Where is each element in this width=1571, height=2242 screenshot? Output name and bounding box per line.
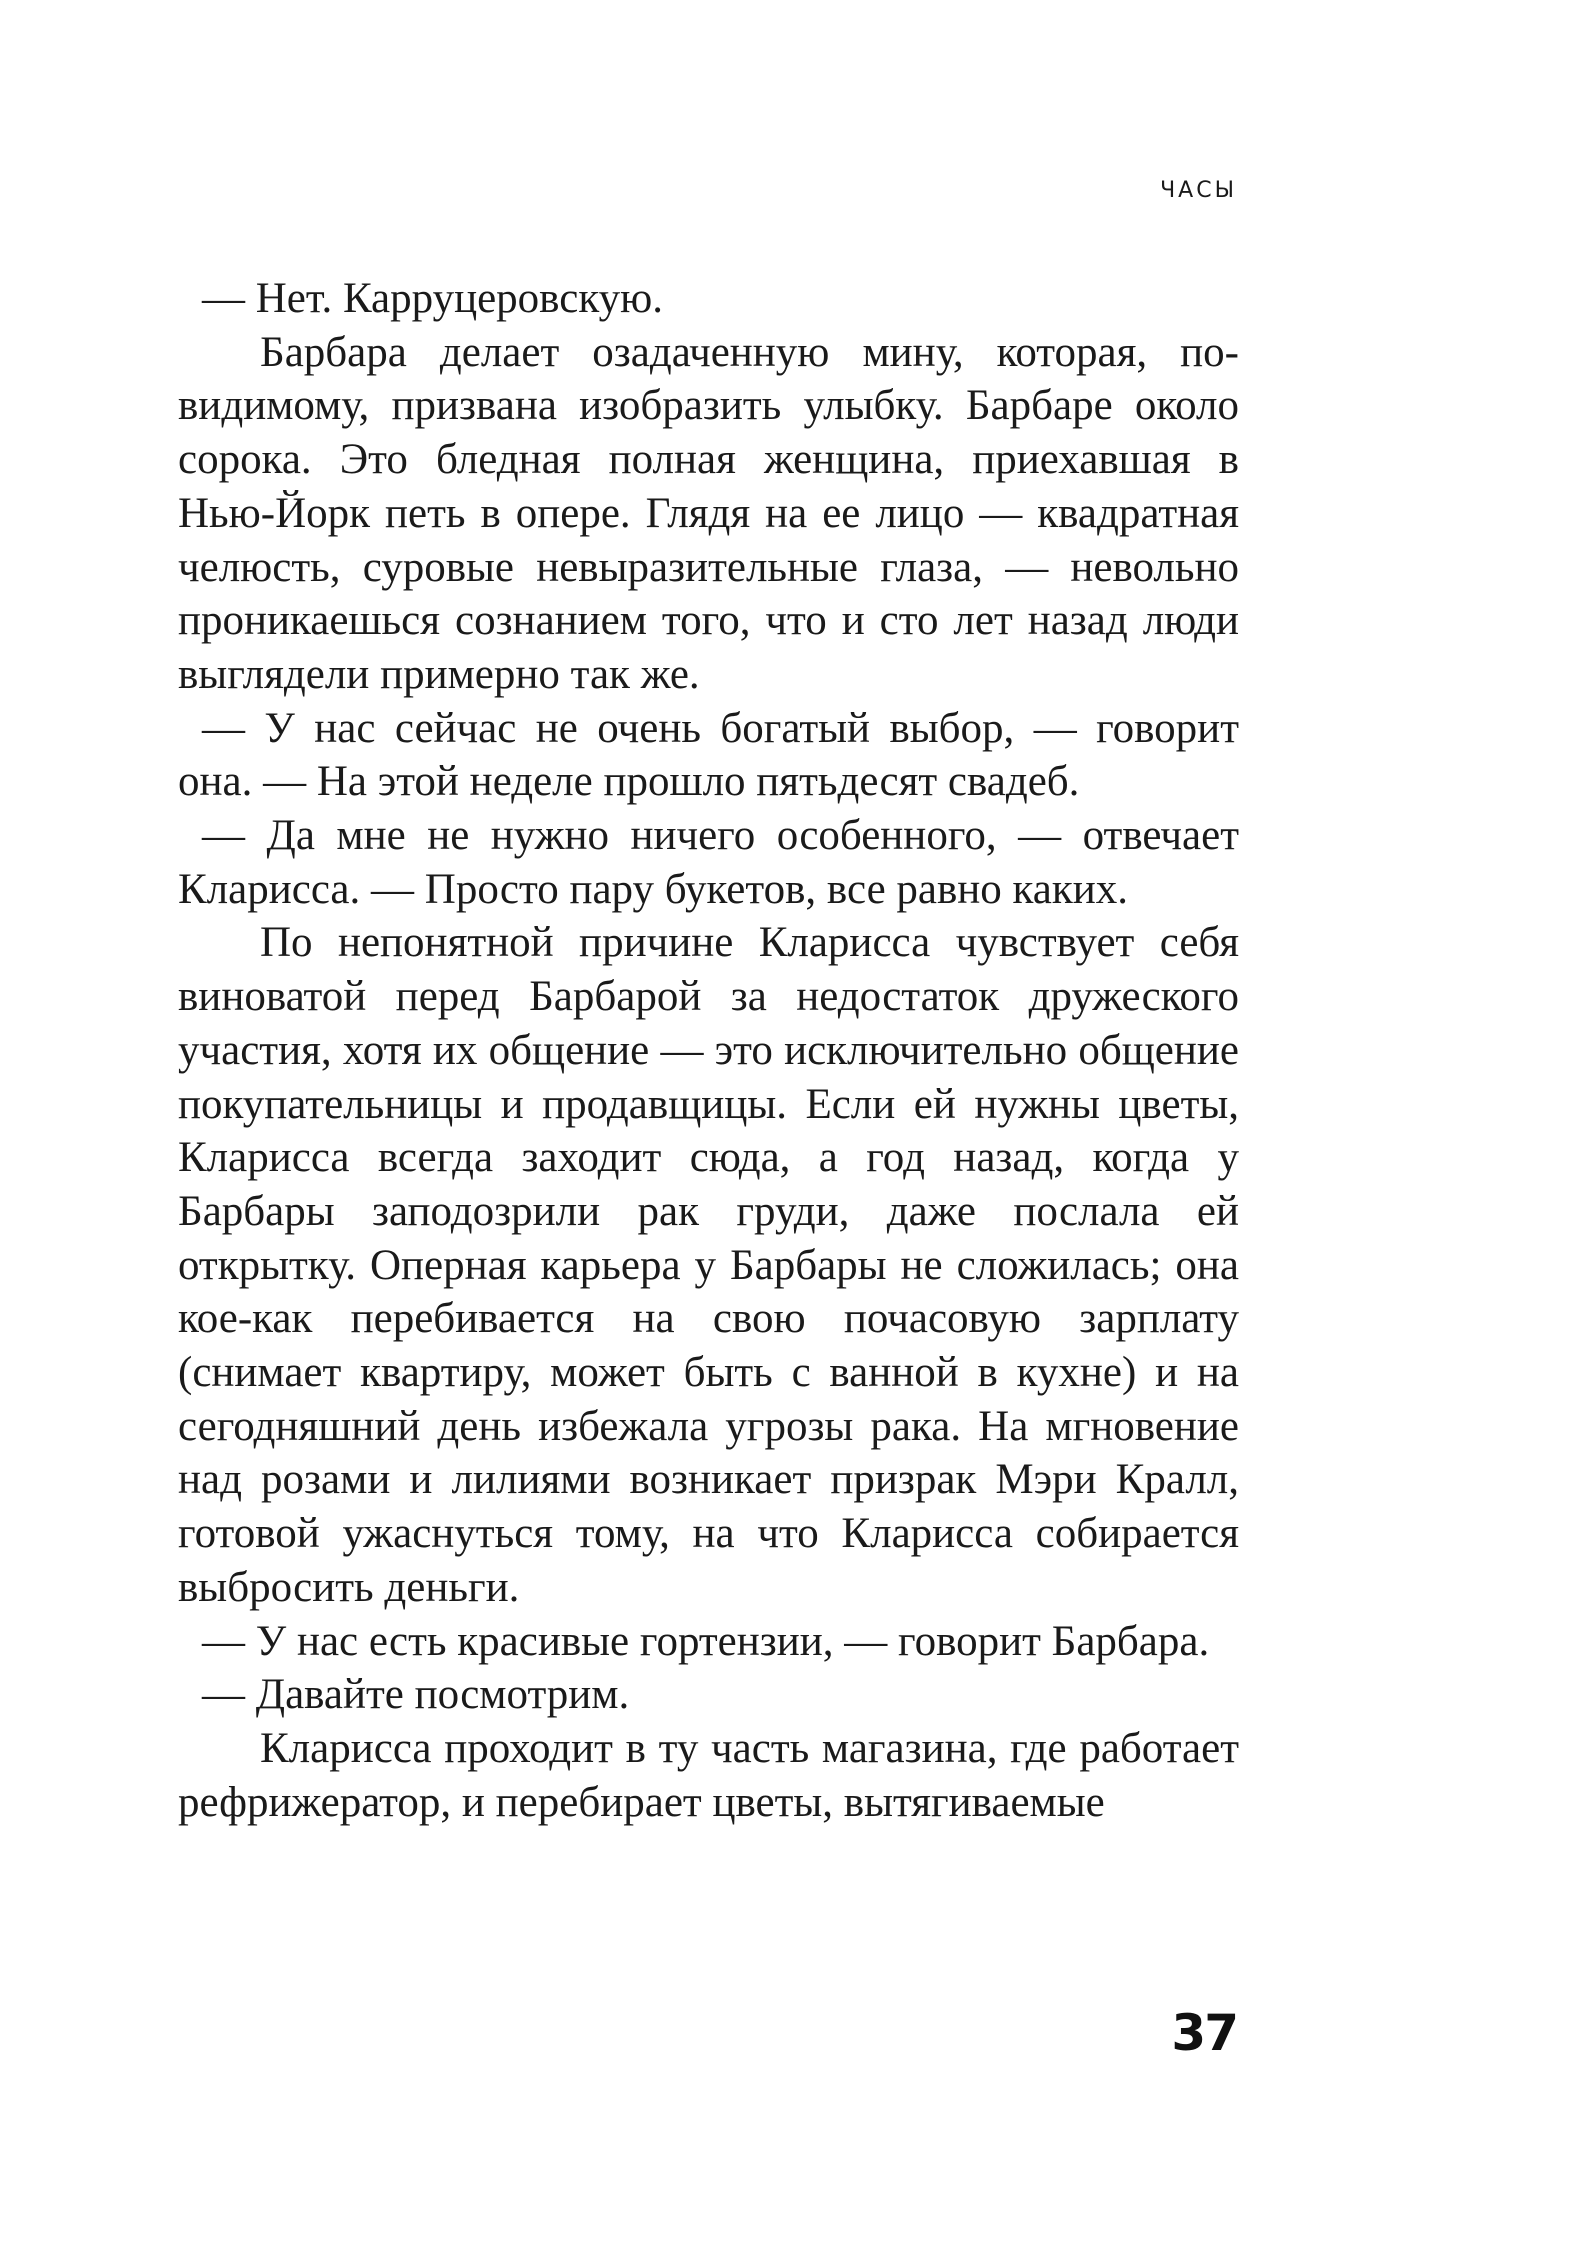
paragraph: — У нас сейчас не очень богатый выбор, — говорит она. — На этой неделе прошло пятьдесят свадеб.	[178, 704, 1239, 806]
paragraph: — Давайте посмотрим.	[202, 1671, 630, 1719]
paragraph: — Да мне не нужно ничего особенного, — отвечает Кларисса. — Просто пару букетов, все равно каких.	[178, 812, 1239, 913]
paragraph: Кларисса проходит в ту часть магазина, где работает рефрижератор, и перебирает цветы, вытягиваемые	[178, 1724, 1239, 1826]
paragraph: — Нет. Карруцеровскую.	[202, 275, 663, 322]
body-text	[178, 272, 1239, 1829]
running-head: ЧАСЫ	[1160, 178, 1237, 203]
paragraph: По непонятной причине Кларисса чувствует себя виноватой перед Барбарой за недостаток дружеского участия, хотя их общение — это исключительно общение покупательницы и продавщицы. Если ей нужны цветы, Кларисса всегда заходит сюда, а год назад, когда у Барбары заподозрили рак груди, даже послала ей открытку. Оперная карьера у Барбары не сложилась; она кое-как перебивается на свою почасовую зарплату (снимает квартиру, может быть с ванной в кухне) и на сегодняшний день избежала угрозы рака. На мгновение над розами и лилиями возникает призрак Мэри Кралл, готовой ужаснуться тому, на что Кларисса собирается выбросить деньги.	[178, 919, 1239, 1611]
page-number: 37	[1171, 2004, 1237, 2062]
paragraph: Барбара делает озадаченную мину, которая, по-видимому, призвана изобразить улыбку. Барбаре около сорока. Это бледная полная женщина, приехавшая в Нью-Йорк петь в опере. Глядя на ее лицо — квадратная челюсть, суровые невыразительные глаза, — невольно проникаешься сознанием того, что и сто лет назад люди выглядели примерно так же.	[178, 328, 1239, 698]
paragraph: — У нас есть красивые гортензии, — говорит Барбара.	[202, 1617, 1210, 1665]
